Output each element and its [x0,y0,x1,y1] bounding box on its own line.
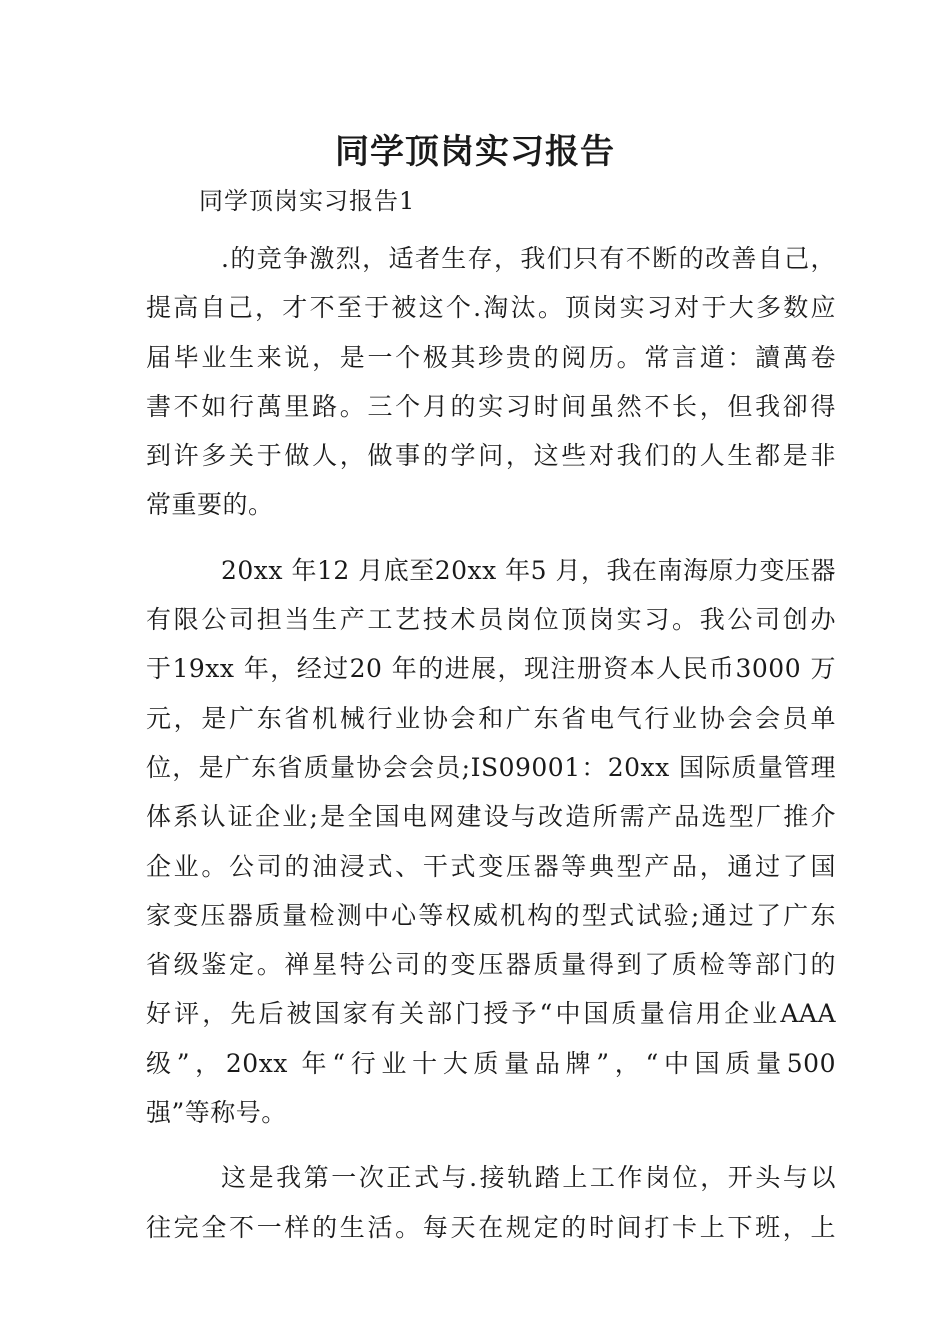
paragraph-line: 家变压器质量检测中心等权威机构的型式试验;通过了广东 [146,900,836,930]
paragraph-line: 级”，20xx 年“行业十大质量品牌”，“中国质量500 [146,1048,836,1078]
paragraph-2 [146,546,836,1138]
paragraph-line: .的竞争激烈，适者生存，我们只有不断的改善自己， [221,244,836,273]
paragraph-line: 企业。公司的油浸式、干式变压器等典型产品，通过了国 [146,851,836,881]
paragraph-line: 体系认证企业;是全国电网建设与改造所需产品选型厂推介 [146,802,836,832]
paragraph-line: 好评，先后被国家有关部门授予“中国质量信用企业AAA [146,999,836,1029]
paragraph-line: 往完全不一样的生活。每天在规定的时间打卡上下班，上 [146,1212,836,1242]
paragraph-line: 書不如行萬里路。三个月的实习时间虽然不长，但我卻得 [146,391,836,421]
paragraph-line: 提高自己，才不至于被这个.淘汰。顶岗实习对于大多数应 [146,293,836,323]
paragraph-line: 元，是广东省机械行业协会和广东省电气行业协会会员单 [146,703,836,733]
paragraph-line: 常重要的。 [146,490,274,520]
paragraph-line: 于19xx 年，经过20 年的进展，现注册资本人民币3000 万 [146,654,836,684]
paragraph-1 [146,234,836,530]
paragraph-line: 强”等称号。 [146,1098,287,1128]
document-title: 同学顶岗实习报告 [335,132,615,172]
paragraph-line: 届毕业生来说，是一个极其珍贵的阅历。常言道：讀萬卷 [146,342,836,372]
paragraph-line: 到许多关于做人，做事的学问，这些对我们的人生都是非 [146,441,836,471]
document-subtitle: 同学顶岗实习报告1 [199,187,416,215]
paragraph-line: 这是我第一次正式与.接轨踏上工作岗位，开头与以 [221,1163,836,1193]
paragraph-line: 位，是广东省质量协会会员;IS09001：20xx 国际质量管理 [146,752,836,782]
paragraph-3 [146,1153,836,1252]
document-body [146,234,836,1252]
paragraph-line: 有限公司担当生产工艺技术员岗位顶岗实习。我公司创办 [146,605,836,635]
paragraph-line: 20xx 年12 月底至20xx 年5 月，我在南海原力变压器 [221,555,837,585]
paragraph-line: 省级鉴定。禅星特公司的变压器质量得到了质检等部门的 [146,950,836,980]
